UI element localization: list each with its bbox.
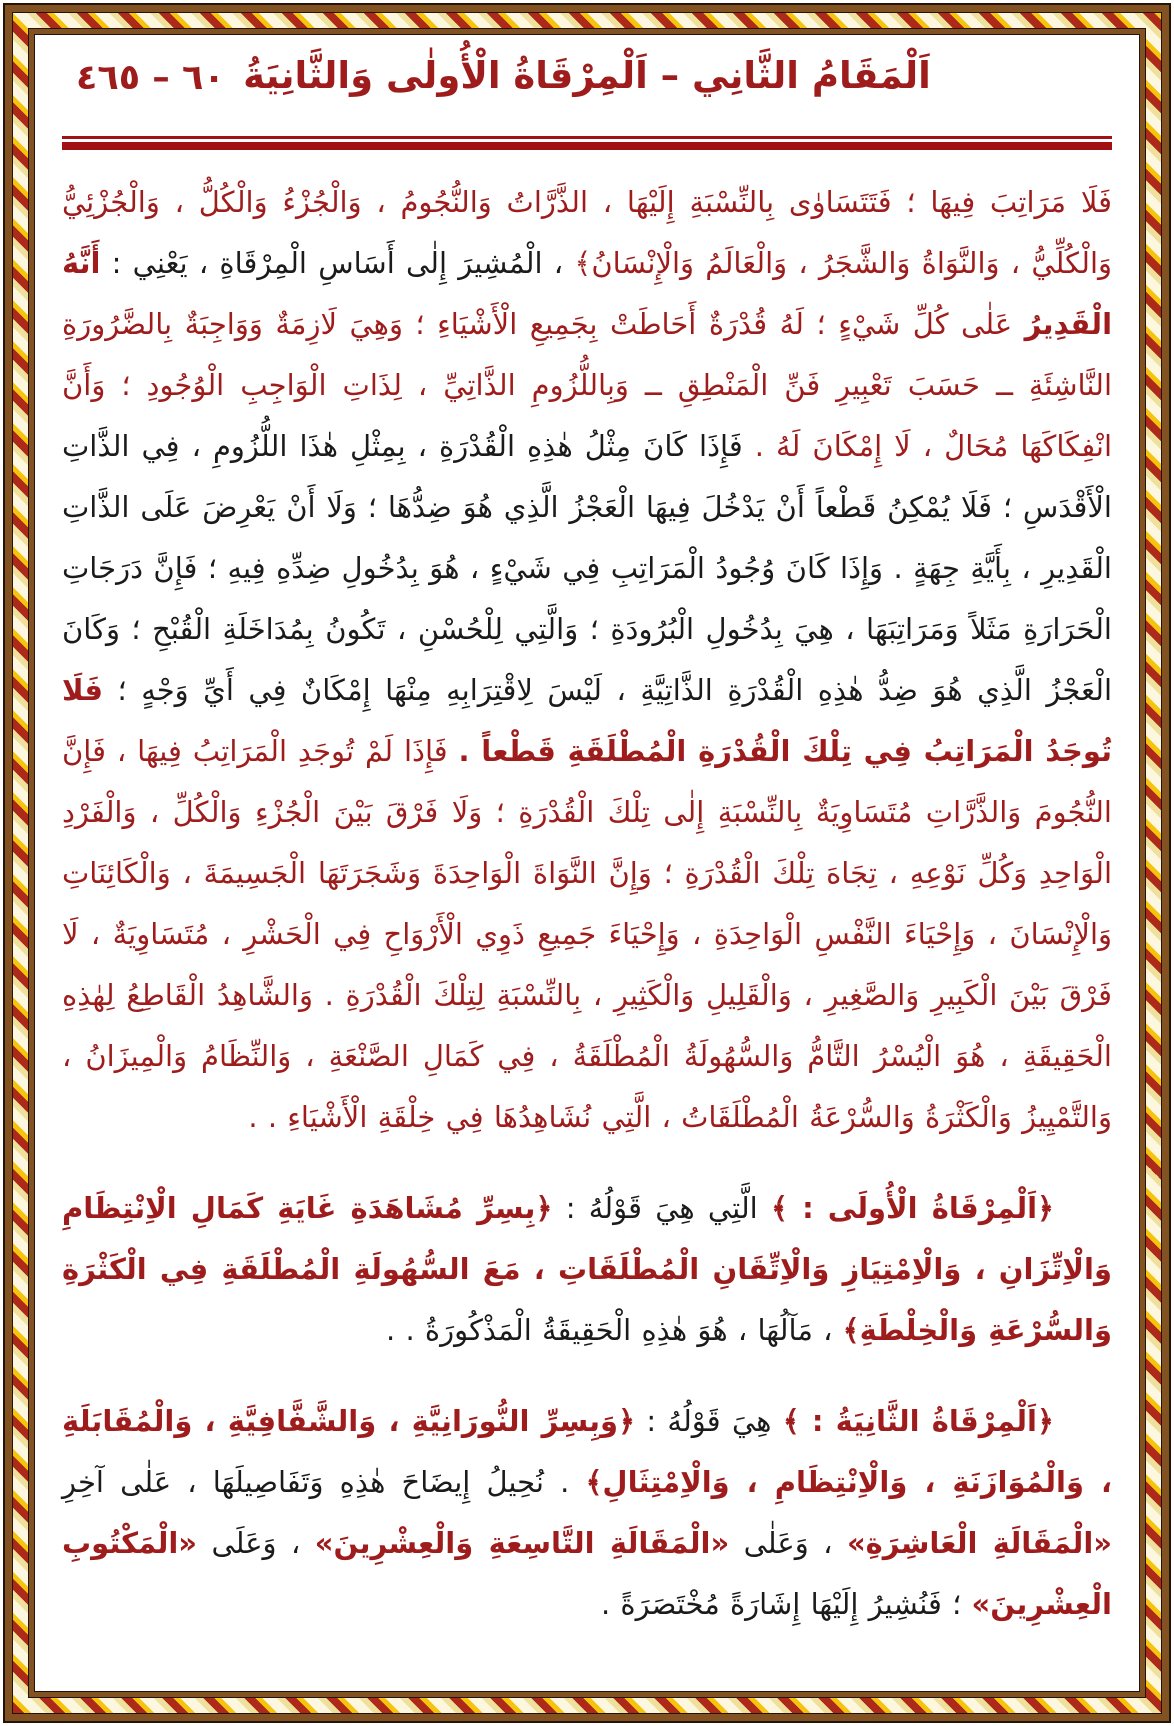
text-segment: «الْمَكْتُوبِ الْعِشْرِينَ» [62,1526,1112,1621]
text-segment: فَإِذَا لَمْ تُوجَدِ الْمَرَاتِبُ فِيهَا ، فَإِنَّ النُّجُومَ وَالذَّرَّاتِ مُتَسَاوِيَةٌ بِالنِّسْبَةِ إِلٰى تِلْكَ الْقُدْرَةِ ؛ وَلَا فَرْقَ بَيْنَ الْجُزْءِ وَالْكُلِّ ، وَالْفَرْدِ الْوَاحِدِ وَكُلِّ نَوْعِهِ ، تِجَاهَ تِلْكَ الْقُدْرَةِ ؛ وَإِنَّ النَّوَاةَ الْوَاحِدَةَ وَشَجَرَتَهَا الْجَسِيمَةَ ، وَالْكَائِنَاتِ وَالْإِنْسَانَ ، وَإِحْيَاءَ النَّفْسِ الْوَاحِدَةِ ، وَإِحْيَاءَ جَمِيعِ ذَوِي الْأَرْوَاحِ فِي الْحَشْرِ ، مُتَسَاوِيَةٌ ، لَا فَرْقَ بَيْنَ الْكَبِيرِ وَالصَّغِيرِ ، وَالْقَلِيلِ وَالْكَثِيرِ ، بِالنِّسْبَةِ لِتِلْكَ الْقُدْرَةِ . وَالشَّاهِدُ الْقَاطِعُ لِهٰذِهِ الْحَقِيقَةِ ، هُوَ الْيُسْرُ التَّامُّ وَالسُّهُولَةُ الْمُطْلَقَةُ ، فِي كَمَالِ الصَّنْعَةِ ، وَالنِّظَامُ وَالْمِيزَانُ ، وَالتَّمْيِيزُ وَالْكَثْرَةُ وَالسُّرْعَةُ الْمُطْلَقَاتُ ، الَّتِي نُشَاهِدُهَا فِي خِلْقَةِ الْأَشْيَاءِ . . [62,734,1112,1134]
text-segment: هِيَ قَوْلُهُ : [646,1404,772,1438]
header-rule-thick-line [62,142,1112,150]
page-number: ٦٠ – ٤٦٥ [76,58,225,98]
page-header [62,44,1112,130]
text-segment: الَّتِي هِيَ قَوْلُهُ : [565,1191,758,1225]
text-segment: ، وَعَلٰى [743,1526,833,1560]
paragraph [62,172,1112,1148]
body-text [62,172,1112,1635]
text-segment: «الْمَقَالَةِ التَّاسِعَةِ وَالْعِشْرِينَ» [314,1526,730,1560]
text-segment: فَلَا تُوجَدُ الْمَرَاتِبُ فِي تِلْكَ الْقُدْرَةِ الْمُطْلَقَةِ قَطْعاً . [62,673,1112,768]
page-title: اَلْمَقَامُ الثَّانِي – اَلْمِرْقَاةُ الْأُولٰى وَالثَّانِيَةُ [243,54,931,97]
text-segment: أَنَّهُ الْقَدِيرُ [62,246,1113,341]
text-segment: ﴿وَبِسِرِّ النُّورَانِيَّةِ ، وَالشَّفَّافِيَّةِ ، وَالْمُقَابَلَةِ ، وَالْمُوَازَنَةِ ، وَالْاِنْتِظَامِ ، وَالْاِمْتِثَالِ﴾ [62,1404,1112,1499]
text-segment: . نُحِيلُ إِيضَاحَ هٰذِهِ وَتَفَاصِيلَهَا ، عَلٰى آخِرِ [62,1465,570,1499]
paragraph [62,1391,1112,1635]
page-content [62,44,1112,1686]
paragraph [62,1178,1112,1361]
text-segment: ، وَعَلَى [211,1526,301,1560]
text-segment: فَلَا مَرَاتِبَ فِيهَا ؛ فَتَتَسَاوٰى بِالنِّسْبَةِ إِلَيْهَا ، الذَّرَّاتُ وَالنُّجُومُ ، وَالْجُزْءُ وَالْكُلُّ ، وَالْجُزْئِيُّ وَالْكُلِّيُّ ، وَالنَّوَاةُ وَالشَّجَرُ ، وَالْعَالَمُ وَالْإِنْسَانُ﴾ [62,185,1113,280]
text-segment: ، الْمُشِيرَ إِلٰى أَسَاسِ الْمِرْقَاةِ ، يَعْنِي : [111,246,564,280]
text-segment: فَإِذَا كَانَ مِثْلُ هٰذِهِ الْقُدْرَةِ ، بِمِثْلِ هٰذَا اللُّزُومِ ، فِي الذَّاتِ الْأَقْدَسِ ؛ فَلَا يُمْكِنُ قَطْعاً أَنْ يَدْخُلَ فِيهَا الْعَجْزُ الَّذِي هُوَ ضِدُّهَا ؛ وَلَا أَنْ يَعْرِضَ عَلَى الذَّاتِ الْقَدِيرِ ، بِأَيَّةِ جِهَةٍ . وَإِذَا كَانَ وُجُودُ الْمَرَاتِبِ فِي شَيْءٍ ، هُوَ بِدُخُولِ ضِدِّهِ فِيهِ ؛ فَإِنَّ دَرَجَاتِ الْحَرَارَةِ مَثَلاً وَمَرَاتِبَهَا ، هِيَ بِدُخُولِ الْبُرُودَةِ ؛ وَالَّتِي لِلْحُسْنِ ، تَكُونُ بِمُدَاخَلَةِ الْقُبْحِ ؛ وَكَانَ الْعَجْزُ الَّذِي هُوَ ضِدُّ هٰذِهِ الْقُدْرَةِ الذَّاتِيَّةِ ، لَيْسَ لِاقْتِرَابِهِ مِنْهَا إِمْكَانٌ فِي أَيِّ وَجْهٍ ؛ [62,429,1112,707]
header-rule [62,136,1112,150]
text-segment: «الْمَقَالَةِ الْعَاشِرَةِ» [846,1526,1112,1560]
text-segment: ، مَآلُهَا ، هُوَ هٰذِهِ الْحَقِيقَةُ الْمَذْكُورَةُ . . [386,1313,833,1347]
text-segment: ﴿اَلْمِرْقَاةُ الْأُولَى : ﴾ [770,1191,1055,1225]
text-segment: عَلٰى كُلِّ شَيْءٍ ؛ لَهُ قُدْرَةٌ أَحَاطَتْ بِجَمِيعِ الْأَشْيَاءِ ؛ وَهِيَ لَازِمَةٌ وَوَاجِبَةٌ بِالضَّرُورَةِ النَّاشِئَةِ ــ حَسَبَ تَعْبِيرِ فَنِّ الْمَنْطِقِ ــ وَبِاللُّزُومِ الذَّاتِيِّ ، لِذَاتِ الْوَاجِبِ الْوُجُودِ ؛ وَأَنَّ انْفِكَاكَهَا مُحَالٌ ، لَا إِمْكَانَ لَهُ . [62,307,1112,463]
text-segment: ﴿بِسِرِّ مُشَاهَدَةِ غَايَةِ كَمَالِ الْاِنْتِظَامِ وَالْاِتِّزَانِ ، وَالْاِمْتِيَازِ وَالْاِتِّقَانِ الْمُطْلَقَاتِ ، مَعَ السُّهُولَةِ الْمُطْلَقَةِ فِي الْكَثْرَةِ وَالسُّرْعَةِ وَالْخِلْطَةِ﴾ [62,1191,1112,1347]
text-segment: ﴿اَلْمِرْقَاةُ الثَّانِيَةُ : ﴾ [782,1404,1054,1438]
text-segment: ؛ فَنُشِيرُ إِلَيْهَا إِشَارَةً مُخْتَصَرَةً . [600,1587,962,1621]
